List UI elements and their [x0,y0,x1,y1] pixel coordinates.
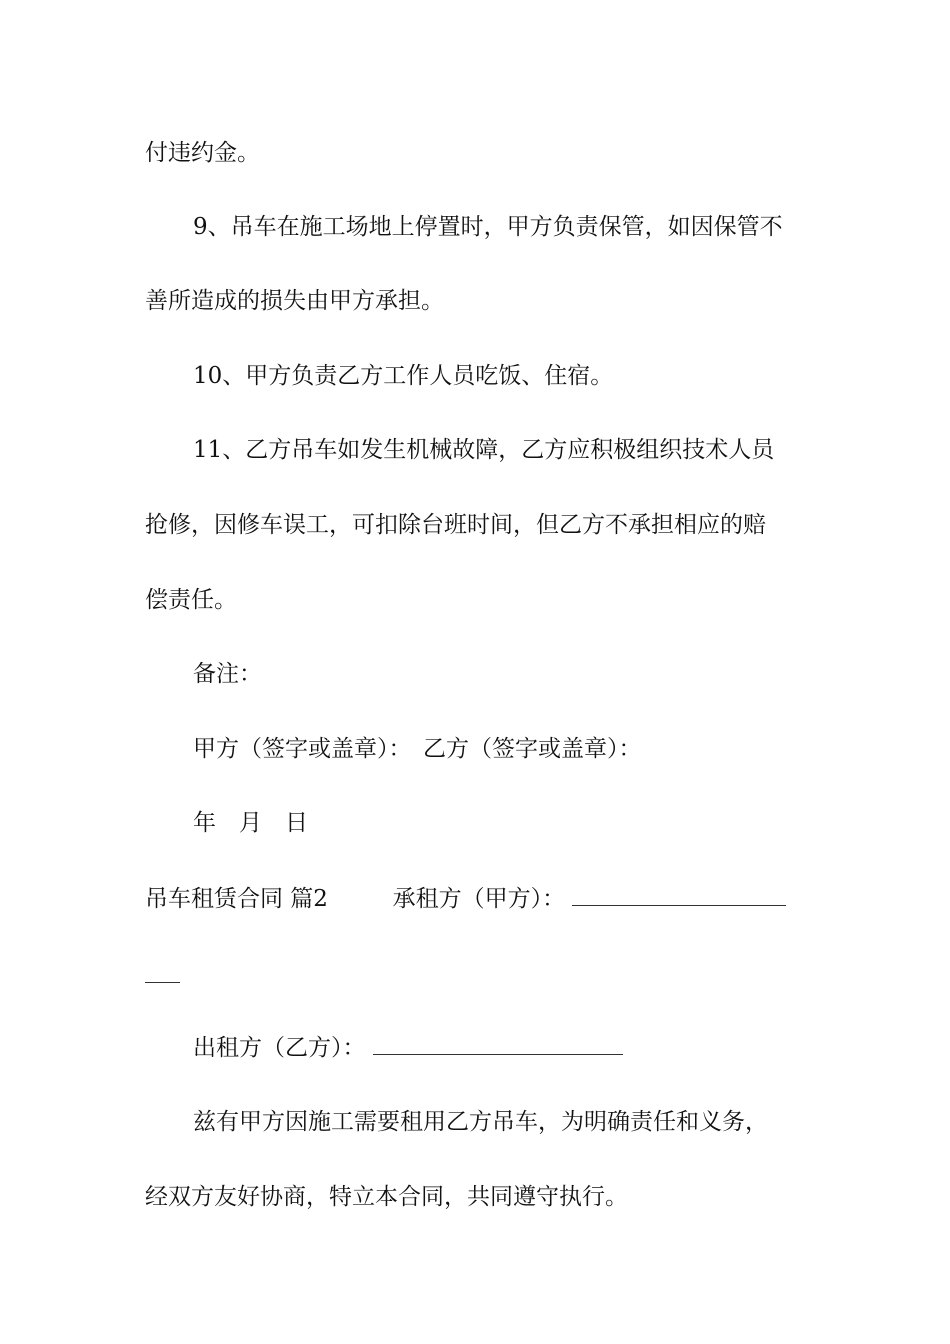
clause-11-line-2: 抢修，因修车误工，可扣除台班时间，但乙方不承担相应的赔 [145,512,766,538]
remarks-label: 备注： [193,661,262,687]
intro-line-1: 兹有甲方因施工需要租用乙方吊车，为明确责任和义务， [193,1109,768,1135]
clause-10: 10、甲方负责乙方工作人员吃饭、住宿。 [193,363,614,389]
lessee-blank-continuation [145,982,180,983]
lessor-blank [373,1032,623,1055]
date-line: 年 月 日 [193,810,308,836]
lessee-blank [572,883,786,906]
clause-11-line-1: 11、乙方吊车如发生机械故障，乙方应积极组织技术人员 [193,437,775,463]
clause-9-line-2: 善所造成的损失由甲方承担。 [145,288,444,314]
section-heading-row [145,883,786,914]
clause-9-line-1: 9、吊车在施工场地上停置时，甲方负责保管，如因保管不 [193,214,783,240]
paragraph-line: 付违约金。 [145,140,260,166]
section-heading: 吊车租赁合同 篇2 [145,886,328,912]
clause-11-line-3: 偿责任。 [145,587,237,613]
lessor-label: 出租方（乙方）： [193,1035,366,1061]
signature-line: 甲方（签字或盖章）： 乙方（签字或盖章）： [193,736,642,762]
intro-line-2: 经双方友好协商，特立本合同，共同遵守执行。 [145,1184,628,1210]
lessor-row [193,1032,623,1063]
lessee-label: 承租方（甲方）： [392,886,566,912]
